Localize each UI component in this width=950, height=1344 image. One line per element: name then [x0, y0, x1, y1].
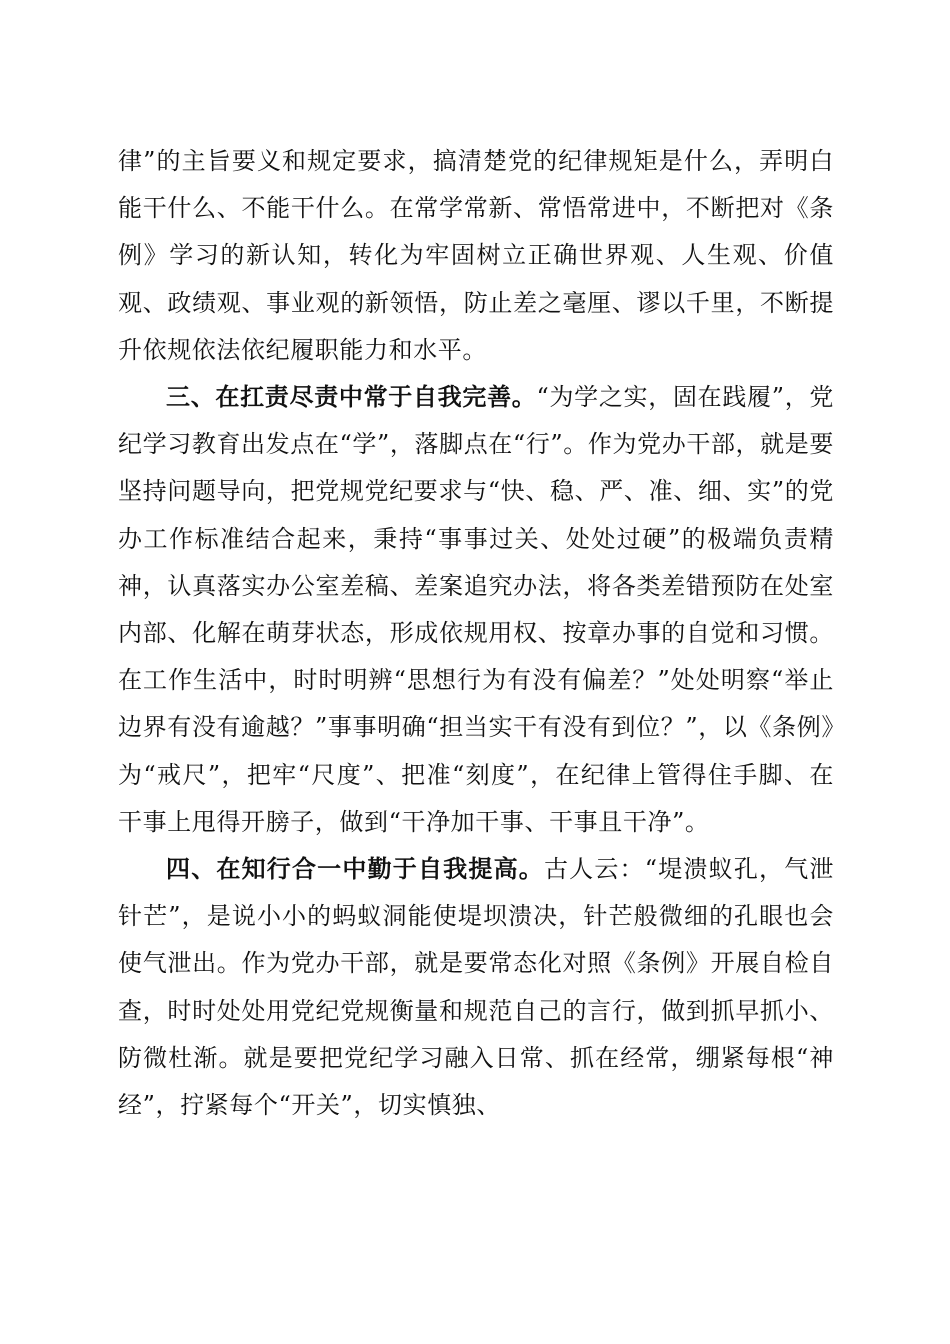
- paragraph-body: 古人云：“堤溃蚁孔，气泄针芒”，是说小小的蚂蚁洞能使堤坝溃决，针芒般微细的孔眼也会使气泄出。作为党办干部，就是要常态化对照《条例》开展自检自查，时时处处用党纪党规衡量和规范自己的言行，做到抓早抓小、防微杜渐。就是要把党纪学习融入日常、抓在经常，绷紧每根“神经”，拧紧每个“开关”，切实慎独、: [118, 855, 835, 1120]
- section-heading: 三、在扛责尽责中常于自我完善。: [166, 383, 537, 412]
- paragraph-section-three: [118, 374, 834, 846]
- paragraph-section-four: [118, 846, 834, 1129]
- paragraph-body: “为学之实，固在践履”，党纪学习教育出发点在“学”，落脚点在“行”。作为党办干部，就是要坚持问题导向，把党规党纪要求与“快、稳、严、准、细、实”的党办工作标准结合起来，秉持“事事过关、处处过硬”的极端负责精神，认真落实办公室差稿、差案追究办法，将各类差错预防在处室内部、化解在萌芽状态，形成依规用权、按章办事的自觉和习惯。在工作生活中，时时明辨“思想行为有没有偏差？”处处明察“举止边界有没有逾越？”事事明确“担当实干有没有到位？”，以《条例》为“戒尺”，把牢“尺度”、把准“刻度”，在纪律上管得住手脚、在干事上甩得开膀子，做到“干净加干事、干事且干净”。: [118, 383, 835, 836]
- paragraph-continuation: [118, 138, 834, 374]
- paragraph-body: 律”的主旨要义和规定要求，搞清楚党的纪律规矩是什么，弄明白能干什么、不能干什么。在常学常新、常悟常进中，不断把对《条例》学习的新认知，转化为牢固树立正确世界观、人生观、价值观、政绩观、事业观的新领悟，防止差之毫厘、谬以千里，不断提升依规依法依纪履职能力和水平。: [118, 147, 834, 364]
- section-heading: 四、在知行合一中勤于自我提高。: [166, 855, 544, 884]
- document-body: [118, 138, 834, 1129]
